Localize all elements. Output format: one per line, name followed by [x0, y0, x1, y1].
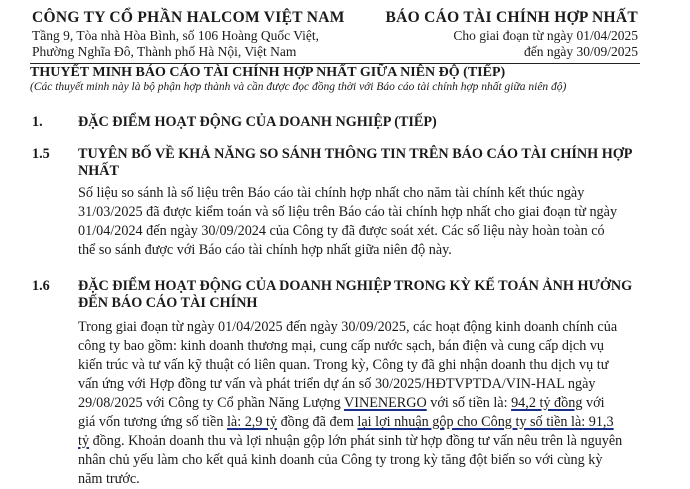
notes-subtitle: (Các thuyết minh này là bộ phận hợp thành và cần được đọc đồng thời với Báo cáo tài chính hợp nhất giữa niên độ)	[30, 81, 567, 93]
section-1-5-paragraph	[78, 184, 638, 260]
underlined-revenue-amount: 94,2 tỷ đồng	[511, 395, 583, 411]
section-1-6-number: 1.6	[32, 278, 50, 294]
paragraph-line: kiến trúc và tư vấn kỹ thuật có liên quan. Trong kỳ, Công ty đã ghi nhận doanh thu dịch vụ tư	[78, 357, 609, 373]
section-1-6-title	[78, 278, 638, 312]
paragraph-line: 01/04/2024 đến ngày 30/09/2024 của Công ty đã được soát xét. Các số liệu này hoàn toàn có	[78, 223, 605, 239]
report-header	[378, 8, 638, 60]
section-1-6-title-line2: ĐẾN BÁO CÁO TÀI CHÍNH	[78, 295, 258, 311]
company-header	[32, 8, 392, 60]
company-address-line2: Phường Nghĩa Đô, Thành phố Hà Nội, Việt Nam	[32, 44, 297, 59]
paragraph-line: Trong giai đoạn từ ngày 01/04/2025 đến ngày 30/09/2025, các hoạt động kinh doanh chính của	[78, 319, 618, 335]
section-1-title: ĐẶC ĐIỂM HOẠT ĐỘNG CỦA DOANH NGHIỆP (TIẾP)	[78, 114, 437, 130]
section-1-5-title-line1: TUYÊN BỐ VỀ KHẢ NĂNG SO SÁNH THÔNG TIN TRÊN BÁO CÁO TÀI CHÍNH HỢP	[78, 146, 633, 162]
notes-title: THUYẾT MINH BÁO CÁO TÀI CHÍNH HỢP NHẤT GIỮA NIÊN ĐỘ (TIẾP)	[30, 65, 506, 80]
paragraph-line: 31/03/2025 đã được kiểm toán và số liệu trên Báo cáo tài chính hợp nhất cho giai đoạn từ ngày	[78, 204, 618, 220]
underlined-unit: tỷ	[78, 433, 90, 449]
company-address-line1: Tầng 9, Tòa nhà Hòa Bình, số 106 Hoàng Quốc Việt,	[32, 28, 320, 43]
paragraph-line	[78, 432, 638, 451]
underlined-gross-profit: lại lợi nhuận gộp cho Công ty số tiền là: 91,3	[357, 414, 614, 430]
section-1-5-number: 1.5	[32, 146, 50, 162]
text-segment: 29/08/2025 với Công ty Cổ phần Năng Lượng	[78, 395, 344, 411]
text-segment: với	[582, 395, 605, 411]
underlined-partner-name: VINENERGO	[343, 395, 427, 411]
paragraph-line: năm trước.	[78, 471, 140, 487]
paragraph-line	[78, 413, 638, 432]
paragraph-line: công ty bao gồm: kinh doanh thương mại, cung cấp nước sạch, bán điện và cung cấp dịch vụ	[78, 338, 605, 354]
section-1-number: 1.	[32, 114, 43, 130]
company-name: CÔNG TY CỔ PHẦN HALCOM VIỆT NAM	[32, 9, 345, 26]
text-segment: đồng. Khoản doanh thu và lợi nhuận gộp lớn phát sinh từ hợp đồng tư vấn nêu trên là nguyên	[89, 433, 623, 449]
paragraph-line: vấn ứng với Hợp đồng tư vấn và phát triển dự án số 30/2025/HĐTVPTDA/VIN-HAL ngày	[78, 376, 596, 392]
text-segment: giá vốn tương ứng số tiền	[78, 414, 227, 430]
section-1-6-title-line1: ĐẶC ĐIỂM HOẠT ĐỘNG CỦA DOANH NGHIỆP TRONG KỲ KẾ TOÁN ẢNH HƯỞNG	[78, 278, 633, 294]
section-1-5-title-line2: NHẤT	[78, 163, 119, 179]
section-1-6-paragraph	[78, 318, 638, 489]
underlined-cost-amount: là: 2,9 tỷ	[226, 414, 278, 430]
paragraph-line	[78, 394, 638, 413]
text-segment: đồng đã đem	[277, 414, 358, 430]
report-period-line1: Cho giai đoạn từ ngày 01/04/2025	[453, 28, 638, 43]
paragraph-line: nhân chủ yếu làm cho kết quả kinh doanh của Công ty trong kỳ tăng đột biến so với cùng kỳ	[78, 452, 603, 468]
paragraph-line: thể so sánh được với Báo cáo tài chính hợp nhất giữa niên độ này.	[78, 242, 452, 258]
report-title: BÁO CÁO TÀI CHÍNH HỢP NHẤT	[385, 9, 638, 26]
text-segment: với số tiền là:	[426, 395, 512, 411]
report-period-line2: đến ngày 30/09/2025	[524, 44, 638, 59]
section-1-5-title	[78, 146, 638, 180]
paragraph-line: Số liệu so sánh là số liệu trên Báo cáo tài chính hợp nhất cho năm tài chính kết thúc ngày	[78, 185, 585, 201]
